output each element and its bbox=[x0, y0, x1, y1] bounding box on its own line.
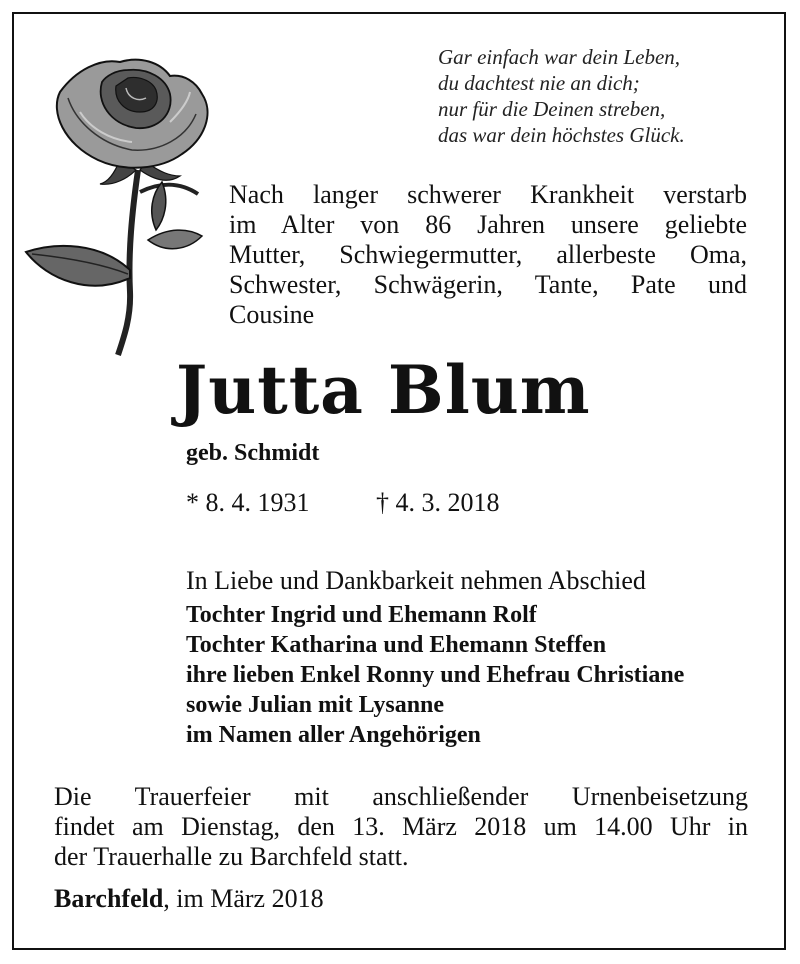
mourner-line: im Namen aller Angehörigen bbox=[186, 722, 481, 748]
intro-line: Nach langer schwerer Krankheit verstarb bbox=[229, 180, 747, 209]
closing-date: , im März 2018 bbox=[163, 884, 324, 913]
place-date bbox=[54, 884, 324, 914]
poem-line: das war dein höchstes Glück. bbox=[438, 123, 685, 147]
mourners-list bbox=[186, 600, 684, 750]
mourner-line: sowie Julian mit Lysanne bbox=[186, 692, 445, 718]
intro-line: Mutter, Schwiegermutter, allerbeste Oma, bbox=[229, 240, 747, 269]
poem-line: du dachtest nie an dich; bbox=[438, 71, 640, 95]
poem-line: Gar einfach war dein Leben, bbox=[438, 45, 681, 69]
rose-icon bbox=[20, 52, 236, 357]
birth-name: geb. Schmidt bbox=[186, 440, 320, 466]
farewell-text: In Liebe und Dankbarkeit nehmen Abschied bbox=[186, 566, 646, 595]
funeral-line: der Trauerhalle zu Barchfeld statt. bbox=[54, 842, 409, 871]
funeral-line: findet am Dienstag, den 13. März 2018 um 14.00 Uhr in bbox=[54, 812, 748, 841]
intro-line: Cousine bbox=[229, 300, 315, 329]
deceased-name: Jutta Blum bbox=[176, 351, 591, 429]
poem-line: nur für die Deinen streben, bbox=[438, 97, 666, 121]
life-dates bbox=[186, 488, 500, 518]
funeral-info bbox=[54, 782, 748, 872]
intro-line: Schwester, Schwägerin, Tante, Pate und bbox=[229, 270, 747, 299]
mourner-line: ihre lieben Enkel Ronny und Ehefrau Christiane bbox=[186, 662, 685, 688]
intro-text bbox=[229, 180, 747, 330]
mourner-line: Tochter Ingrid und Ehemann Rolf bbox=[186, 602, 537, 628]
funeral-line: Die Trauerfeier mit anschließender Urnenbeisetzung bbox=[54, 782, 748, 811]
place-name: Barchfeld bbox=[54, 884, 164, 913]
birth-date: * 8. 4. 1931 bbox=[186, 488, 310, 517]
death-date: † 4. 3. 2018 bbox=[376, 488, 500, 517]
intro-line: im Alter von 86 Jahren unsere geliebte bbox=[229, 210, 747, 239]
poem bbox=[438, 44, 685, 148]
mourner-line: Tochter Katharina und Ehemann Steffen bbox=[186, 632, 607, 658]
